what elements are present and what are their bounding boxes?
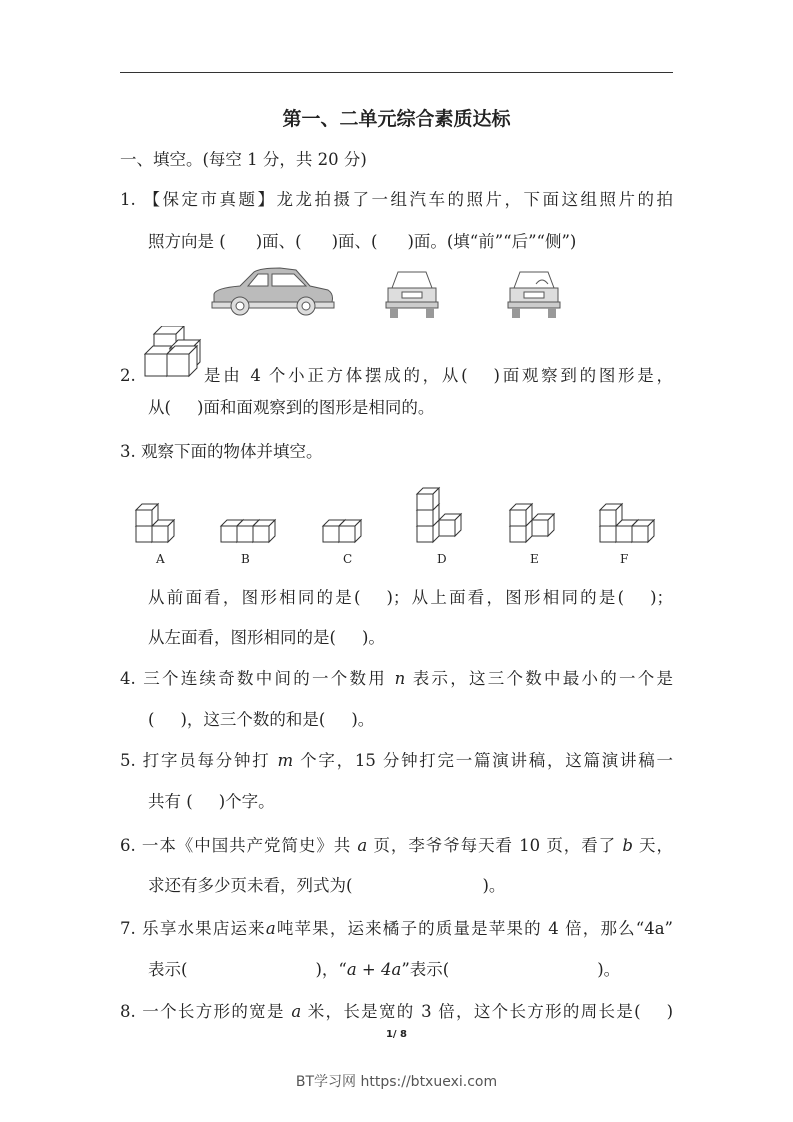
cube [339, 520, 361, 542]
cube [417, 488, 439, 510]
header-rule [120, 72, 673, 73]
q2-line2: 从( )面和面观察到的图形是相同的。 [148, 398, 435, 417]
figure-label-C: C [343, 552, 353, 566]
q8-line1: 8. 一个长方形的宽是 a 米，长是宽的 3 倍，这个长方形的周长是( ) [120, 1002, 674, 1021]
cube [253, 520, 275, 542]
car-front-image [506, 268, 562, 320]
section-heading: 一、填空。(每空 1 分，共 20 分) [120, 150, 367, 169]
cube [439, 514, 461, 536]
q3-line3: 从左面看，图形相同的是( )。 [148, 628, 385, 647]
q2-line1: 是由 4 个小正方体摆成的，从( )面观察到的图形是， [204, 366, 673, 385]
footer-watermark: BT学习网 https://btxuexi.com [295, 1074, 498, 1090]
q3-line2: 从前面看，图形相同的是( )；从上面看，图形相同的是( )； [148, 588, 674, 607]
cube [532, 514, 554, 536]
q4-line1: 4. 三个连续奇数中间的一个数用 n 表示，这三个数中最小的一个是 [120, 669, 674, 688]
figure-label-F: F [620, 552, 629, 566]
q2-cube-figure [144, 326, 206, 382]
car-side-image [210, 266, 336, 318]
q4-line2: ( )，这三个数的和是( )。 [148, 710, 375, 729]
q2-number: 2. [120, 366, 136, 385]
figure-label-B: B [241, 552, 250, 566]
car-back-image [384, 268, 440, 320]
q3-line1: 3. 观察下面的物体并填空。 [120, 442, 323, 461]
q1-line2: 照方向是 ( )面、( )面、( )面。(填“前”“后”“侧”) [148, 232, 577, 251]
cube [510, 504, 532, 526]
q7-line1: 7. 乐享水果店运来a吨苹果，运来橘子的质量是苹果的 4 倍，那么“4a” [120, 919, 673, 938]
q1-line1: 1. 【保定市真题】龙龙拍摄了一组汽车的照片，下面这组照片的拍 [120, 190, 673, 209]
cube [167, 346, 197, 376]
figure-label-D: D [437, 552, 447, 566]
figure-label-A: A [156, 552, 165, 566]
cube [600, 504, 622, 526]
figure-label-E: E [530, 552, 539, 566]
q5-line2: 共有 ( )个字。 [148, 792, 275, 811]
q3-cube-figures [120, 470, 680, 550]
cube [136, 504, 158, 526]
q6-line1: 6. 一本《中国共产党简史》共 a 页，李爷爷每天看 10 页，看了 b 天， [120, 836, 674, 855]
cube [632, 520, 654, 542]
page-title: 第一、二单元综合素质达标 [282, 108, 511, 130]
q7-line2: 表示( )，“a + 4a”表示( )。 [148, 960, 621, 979]
q6-line2: 求还有多少页未看，列式为( )。 [148, 876, 506, 895]
page-number: 1/ 8 [385, 1029, 408, 1040]
q5-line1: 5. 打字员每分钟打 m 个字，15 分钟打完一篇演讲稿，这篇演讲稿一 [120, 751, 673, 770]
